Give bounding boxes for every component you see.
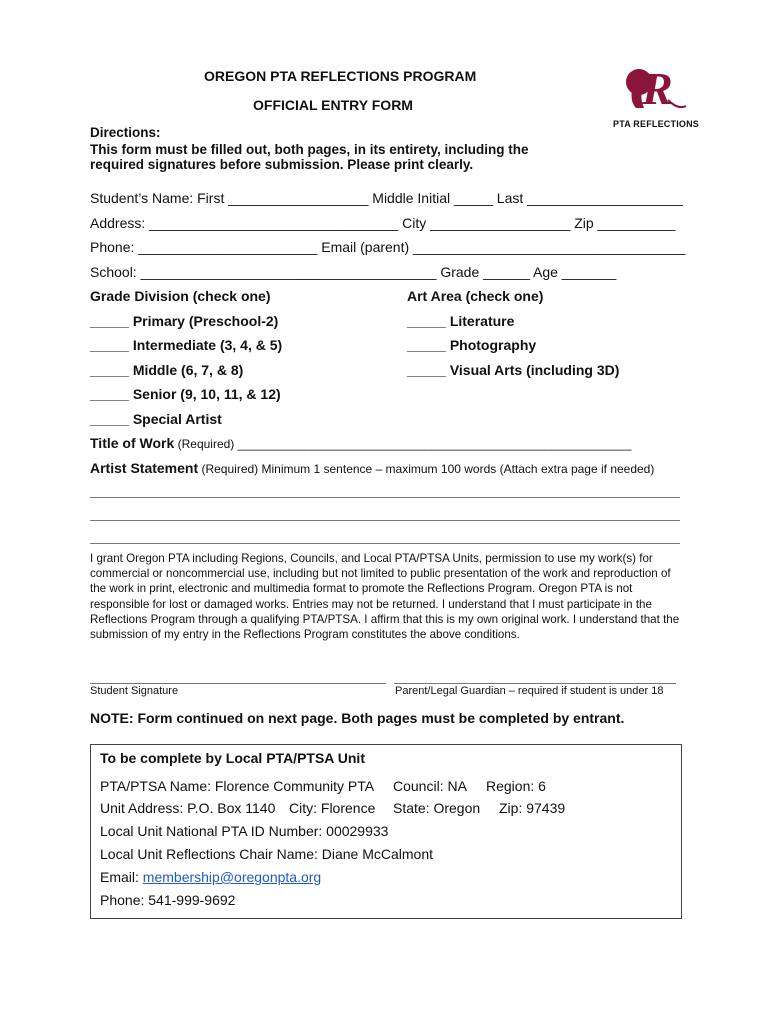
student-signature-line[interactable] [90, 683, 386, 684]
unit-city: City: Florence [289, 800, 376, 816]
artist-statement-heading [90, 460, 654, 478]
grade-option-primary[interactable]: _____ Primary (Preschool-2) [90, 313, 279, 329]
parent-signature-label: Parent/Legal Guardian – required if student is under 18 [395, 685, 664, 697]
unit-email-link[interactable]: membership@oregonpta.org [142, 869, 322, 885]
statement-line-2[interactable] [90, 520, 680, 521]
statement-line-1[interactable] [90, 497, 680, 498]
art-option-photography[interactable]: _____ Photography [407, 337, 537, 353]
unit-address: Unit Address: P.O. Box 1140 [100, 800, 276, 816]
form-subtitle: OFFICIAL ENTRY FORM [253, 97, 413, 113]
unit-phone: Phone: 541-999-9692 [100, 892, 236, 908]
unit-name: PTA/PTSA Name: Florence Community PTA [100, 778, 375, 794]
art-area-heading: Art Area (check one) [407, 288, 544, 304]
art-option-visual-arts[interactable]: _____ Visual Arts (including 3D) [407, 362, 620, 378]
grade-option-middle[interactable]: _____ Middle (6, 7, & 8) [90, 362, 244, 378]
student-signature-label: Student Signature [90, 685, 179, 697]
form-title: OREGON PTA REFLECTIONS PROGRAM [204, 68, 477, 84]
logo-caption: PTA REFLECTIONS [613, 119, 699, 129]
art-option-literature[interactable]: _____ Literature [407, 313, 515, 329]
unit-region: Region: 6 [486, 778, 546, 794]
school-grade-age-field[interactable]: School: ______________________________________ Grade ______ Age _______ [90, 264, 617, 280]
title-of-work-label: Title of Work [90, 435, 175, 451]
local-unit-heading: To be complete by Local PTA/PTSA Unit [100, 750, 365, 766]
pta-reflections-logo [612, 60, 699, 130]
grade-option-intermediate[interactable]: _____ Intermediate (3, 4, & 5) [90, 337, 283, 353]
title-of-work-note: (Required) ___________________________________________________________ [174, 437, 632, 451]
unit-council: Council: NA [393, 778, 467, 794]
title-of-work-field[interactable] [90, 435, 631, 453]
permission-statement: I grant Oregon PTA including Regions, Councils, and Local PTA/PTSA Units, permission to use my work(s) for commercial or noncommercial use, including but not limited to public presentation of the work and reproduction of the work in print, electronic and multimedia format to promote the Reflections Program. Oregon PTA is not responsible for lost or damaged works. Entries may not be returned. I understand that I must participate in the Reflections Program through a qualifying PTA/PTSA. I affirm that this is my own original work. I understand that the submission of my entry in the Reflections Program constitutes the above conditions. [90, 552, 680, 642]
directions-heading: Directions: [90, 125, 161, 140]
grade-division-heading: Grade Division (check one) [90, 288, 271, 304]
parent-signature-line[interactable] [394, 683, 676, 684]
phone-email-field[interactable]: Phone: _______________________ Email (parent) ___________________________________ [90, 239, 686, 255]
unit-chair: Local Unit Reflections Chair Name: Diane McCalmont [100, 846, 434, 862]
directions-line-1: This form must be filled out, both pages, in its entirety, including the [90, 142, 529, 157]
unit-email-row [100, 869, 321, 885]
grade-option-senior[interactable]: _____ Senior (9, 10, 11, & 12) [90, 386, 281, 402]
statement-line-3[interactable] [90, 543, 680, 544]
unit-national-id: Local Unit National PTA ID Number: 00029933 [100, 823, 389, 839]
artist-statement-note: (Required) Minimum 1 sentence – maximum 100 words (Attach extra page if needed) [198, 462, 655, 476]
directions-line-2: required signatures before submission. Please print clearly. [90, 157, 474, 172]
unit-state: State: Oregon [393, 800, 481, 816]
student-name-field[interactable]: Student’s Name: First __________________ Middle Initial _____ Last ____________________ [90, 190, 683, 206]
unit-zip: Zip: 97439 [499, 800, 566, 816]
svg-text:R: R [642, 63, 673, 114]
artist-statement-label: Artist Statement [90, 460, 199, 476]
continued-note: NOTE: Form continued on next page. Both pages must be completed by entrant. [90, 710, 625, 726]
grade-option-special-artist[interactable]: _____ Special Artist [90, 411, 222, 427]
unit-email-label: Email: [100, 869, 143, 885]
reflections-r-icon [612, 60, 690, 116]
address-field[interactable]: Address: ________________________________ City __________________ Zip __________ [90, 215, 676, 231]
